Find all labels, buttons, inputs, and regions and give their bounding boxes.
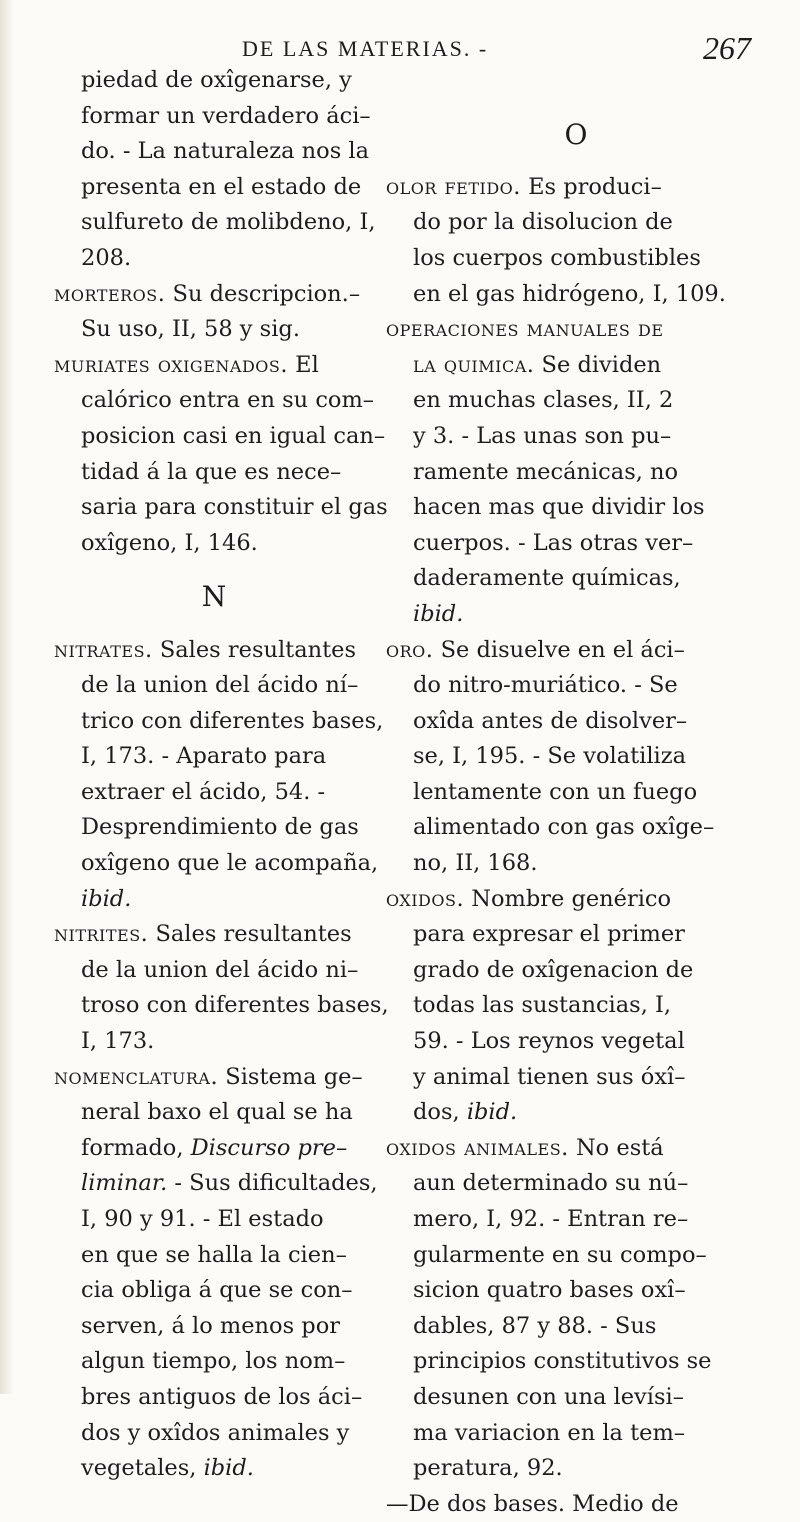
index-text-line bbox=[386, 597, 766, 633]
entry-headword: morteros. bbox=[54, 280, 166, 307]
index-entry-line bbox=[386, 348, 766, 384]
index-text-line bbox=[54, 241, 374, 277]
index-text-line bbox=[54, 170, 374, 206]
entry-text: Es produci– bbox=[520, 173, 662, 200]
index-text-line bbox=[54, 490, 388, 526]
index-entry-line bbox=[386, 633, 766, 669]
entry-text: grado de oxîgenacion de bbox=[413, 956, 694, 983]
entry-text: y 3. - Las unas son pu– bbox=[413, 422, 672, 449]
entry-text: ma variacion en la tem– bbox=[413, 1419, 686, 1446]
entry-text: I, 173. - Aparato para bbox=[81, 743, 327, 770]
entry-text: Desprendimiento de gas bbox=[81, 814, 359, 841]
page-number: 267 bbox=[703, 30, 751, 66]
index-text-line bbox=[386, 490, 766, 526]
entry-text: Sales resultantes bbox=[152, 636, 357, 663]
index-text-line bbox=[386, 383, 766, 419]
index-text-line bbox=[54, 63, 374, 99]
entry-text: presenta en el estado de bbox=[81, 173, 362, 200]
entry-text: I, 173. bbox=[81, 1028, 155, 1055]
index-text-line bbox=[386, 1273, 766, 1309]
index-text-line bbox=[386, 1344, 766, 1380]
index-text-line bbox=[54, 739, 374, 775]
index-text-line bbox=[54, 1024, 374, 1060]
entry-text: dos, bbox=[413, 1099, 467, 1126]
index-text-line bbox=[54, 1238, 374, 1274]
entry-text: vegetales, bbox=[81, 1455, 204, 1482]
index-entry-line bbox=[386, 1131, 766, 1167]
index-text-line bbox=[386, 205, 766, 241]
index-text-line bbox=[386, 1451, 766, 1487]
page-edge bbox=[0, 0, 14, 1394]
entry-text: alimentado con gas oxîge– bbox=[413, 814, 715, 841]
index-entry-line bbox=[54, 633, 374, 669]
index-text-line bbox=[54, 953, 374, 989]
index-text-line bbox=[386, 455, 766, 491]
index-text-line bbox=[54, 988, 389, 1024]
entry-text: todas las sustancias, I, bbox=[413, 992, 672, 1019]
left-column bbox=[54, 63, 389, 1487]
index-text-line bbox=[386, 810, 766, 846]
index-text-line bbox=[54, 1451, 374, 1487]
entry-headword: nomenclatura. bbox=[54, 1063, 219, 1090]
entry-text: Sales resultantes bbox=[148, 921, 352, 948]
index-text-line bbox=[386, 953, 766, 989]
entry-text: serven, á lo menos por bbox=[81, 1312, 340, 1339]
entry-italic: Discurso pre– bbox=[190, 1134, 348, 1161]
entry-text: do nitro-muriático. - Se bbox=[413, 672, 678, 699]
entry-text: sulfureto de molibdeno, I, bbox=[81, 209, 376, 236]
index-text-line bbox=[386, 1238, 766, 1274]
index-text-line bbox=[54, 1273, 374, 1309]
entry-text: Se dividen bbox=[534, 351, 662, 378]
entry-text: lentamente con un fuego bbox=[413, 778, 698, 805]
entry-text: sicion quatro bases oxî– bbox=[413, 1277, 686, 1304]
index-text-line bbox=[386, 775, 766, 811]
entry-text: desunen con una levísi– bbox=[413, 1383, 684, 1410]
index-text-line bbox=[386, 917, 766, 953]
entry-text: ramente mecánicas, no bbox=[413, 458, 679, 485]
index-text-line bbox=[386, 1309, 766, 1345]
index-text-line bbox=[386, 988, 766, 1024]
entry-text: I, 90 y 91. - El estado bbox=[81, 1206, 324, 1232]
index-text-line bbox=[386, 704, 766, 740]
entry-text: do. - La naturaleza nos la bbox=[81, 138, 370, 165]
blank-line bbox=[386, 63, 766, 99]
index-entry-line bbox=[386, 170, 766, 206]
entry-text: no, II, 168. bbox=[413, 850, 538, 877]
entry-text: cia obliga á que se con– bbox=[81, 1277, 353, 1304]
index-text-line bbox=[54, 526, 374, 562]
entry-italic: liminar. bbox=[81, 1170, 168, 1197]
index-text-line bbox=[54, 1202, 374, 1238]
entry-text: oxîda antes de disolver– bbox=[413, 707, 688, 734]
entry-text: de la union del ácido ni– bbox=[81, 956, 359, 983]
entry-text: algun tiempo, los nom– bbox=[81, 1348, 346, 1375]
entry-headword: operaciones manuales de bbox=[386, 316, 664, 343]
entry-headword: olor fetido. bbox=[386, 173, 521, 200]
entry-text: dos y oxîdos animales y bbox=[81, 1419, 350, 1446]
index-text-line bbox=[386, 1095, 766, 1131]
entry-italic: ibid. bbox=[203, 1455, 254, 1482]
entry-text: 208. bbox=[81, 244, 132, 271]
index-text-line bbox=[386, 668, 766, 704]
entry-headword: oxidos. bbox=[386, 885, 465, 912]
index-text-line bbox=[54, 704, 384, 740]
index-text-line bbox=[386, 1380, 766, 1416]
entry-text: para expresar el primer bbox=[413, 921, 685, 948]
entry-headword: oxidos animales. bbox=[386, 1134, 569, 1161]
entry-text: —De dos bases. Medio de bbox=[386, 1490, 679, 1517]
index-entry-line bbox=[386, 882, 766, 918]
index-text-line bbox=[54, 1095, 374, 1131]
index-text-line bbox=[386, 1416, 766, 1452]
index-entry-line bbox=[54, 348, 374, 384]
index-text-line bbox=[54, 383, 374, 419]
right-column bbox=[386, 63, 766, 1522]
entry-text: oxîgeno, I, 146. bbox=[81, 529, 258, 556]
entry-text: 59. - Los reynos vegetal bbox=[413, 1028, 685, 1055]
entry-text: do por la disolucion de bbox=[413, 209, 673, 236]
index-text-line bbox=[54, 1416, 374, 1452]
entry-text: peratura, 92. bbox=[413, 1455, 563, 1482]
running-head: DE LAS MATERIAS. - bbox=[242, 36, 489, 61]
index-text-line bbox=[54, 99, 374, 135]
index-text-line bbox=[386, 1024, 766, 1060]
entry-text: formar un verdadero áci– bbox=[81, 102, 371, 129]
entry-headword: nitrites. bbox=[54, 921, 149, 948]
index-text-line bbox=[54, 312, 374, 348]
entry-text: de la union del ácido ní– bbox=[81, 672, 359, 699]
entry-text: hacen mas que dividir los bbox=[413, 494, 705, 521]
entry-text: trico con diferentes bases, bbox=[81, 707, 384, 734]
entry-headword: muriates oxigenados. bbox=[54, 351, 288, 378]
index-text-line bbox=[386, 1166, 766, 1202]
entry-text: principios constitutivos se bbox=[413, 1348, 712, 1375]
entry-italic: ibid. bbox=[413, 600, 464, 627]
entry-text: dables, 87 y 88. - Sus bbox=[413, 1312, 657, 1339]
entry-text: y animal tienen sus óxî– bbox=[413, 1063, 686, 1090]
index-text-line bbox=[386, 561, 766, 597]
index-text-line bbox=[54, 1309, 374, 1345]
entry-headword: oro. bbox=[386, 636, 434, 663]
index-entry-line bbox=[54, 917, 374, 953]
entry-headword: nitrates. bbox=[54, 636, 153, 663]
entry-text: los cuerpos combustibles bbox=[413, 244, 701, 271]
entry-text: El bbox=[288, 351, 319, 378]
entry-text: piedad de oxîgenarse, y bbox=[81, 67, 352, 93]
index-text-line bbox=[54, 775, 374, 811]
index-text-line bbox=[54, 810, 374, 846]
index-text-line bbox=[54, 455, 374, 491]
index-text-line bbox=[386, 277, 766, 313]
entry-text: mero, I, 92. - Entran re– bbox=[413, 1206, 689, 1232]
index-text-line bbox=[386, 1202, 766, 1238]
index-text-line bbox=[386, 419, 766, 455]
entry-text: Nombre genérico bbox=[464, 885, 672, 912]
index-text-line bbox=[54, 846, 379, 882]
entry-text: No está bbox=[568, 1134, 664, 1161]
entry-italic: ibid. bbox=[466, 1099, 518, 1126]
entry-text: Sistema ge– bbox=[218, 1063, 363, 1090]
index-text-line bbox=[386, 739, 766, 775]
index-entry-line bbox=[54, 1060, 374, 1096]
entry-text: aun determinado su nú– bbox=[413, 1170, 689, 1197]
section-letter: N bbox=[201, 580, 227, 614]
index-text-line bbox=[54, 1344, 374, 1380]
entry-text: troso con diferentes bases, bbox=[81, 992, 389, 1019]
index-text-line bbox=[54, 668, 374, 704]
index-entry-line bbox=[386, 312, 766, 348]
index-text-line bbox=[54, 882, 374, 918]
index-text-line bbox=[386, 526, 766, 562]
index-text-line bbox=[54, 1131, 374, 1167]
entry-text: daderamente químicas, bbox=[413, 565, 681, 592]
index-text-line bbox=[54, 1166, 378, 1202]
entry-text: calórico entra en su com– bbox=[81, 387, 375, 414]
entry-text: gularmente en su compo– bbox=[413, 1241, 707, 1268]
entry-text: Su uso, II, 58 y sig. bbox=[81, 316, 300, 343]
index-text-line bbox=[386, 1060, 766, 1096]
index-text-line bbox=[386, 846, 766, 882]
entry-text: - Sus dificultades, bbox=[167, 1170, 378, 1197]
entry-text: bres antiguos de los áci– bbox=[81, 1383, 363, 1410]
entry-headword: la quimica. bbox=[413, 351, 535, 378]
entry-italic: ibid. bbox=[81, 885, 132, 912]
index-entry-line bbox=[54, 277, 374, 313]
entry-text: formado, bbox=[81, 1134, 191, 1161]
entry-text: cuerpos. - Las otras ver– bbox=[413, 529, 694, 556]
entry-text: posicion casi en igual can– bbox=[81, 422, 386, 449]
entry-text: extraer el ácido, 54. - bbox=[81, 778, 326, 805]
entry-text: Su descripcion.– bbox=[165, 280, 361, 307]
entry-text: en que se halla la cien– bbox=[81, 1241, 347, 1268]
index-text-line bbox=[54, 205, 374, 241]
index-text-line bbox=[54, 1380, 374, 1416]
index-text-line bbox=[54, 419, 386, 455]
entry-text: saria para constituir el gas bbox=[81, 494, 388, 521]
entry-text: Se disuelve en el áci– bbox=[433, 636, 685, 663]
entry-text: se, I, 195. - Se volatiliza bbox=[413, 743, 687, 770]
index-text-line bbox=[386, 241, 766, 277]
entry-text: neral baxo el qual se ha bbox=[81, 1099, 353, 1126]
entry-text: en el gas hidrógeno, I, 109. bbox=[413, 280, 726, 307]
index-text-line bbox=[386, 1487, 766, 1522]
entry-text: tidad á la que es nece– bbox=[81, 458, 342, 485]
entry-text: en muchas clases, II, 2 bbox=[413, 387, 674, 414]
index-text-line bbox=[54, 134, 374, 170]
section-letter: O bbox=[564, 117, 588, 151]
entry-text: oxîgeno que le acompaña, bbox=[81, 850, 379, 877]
